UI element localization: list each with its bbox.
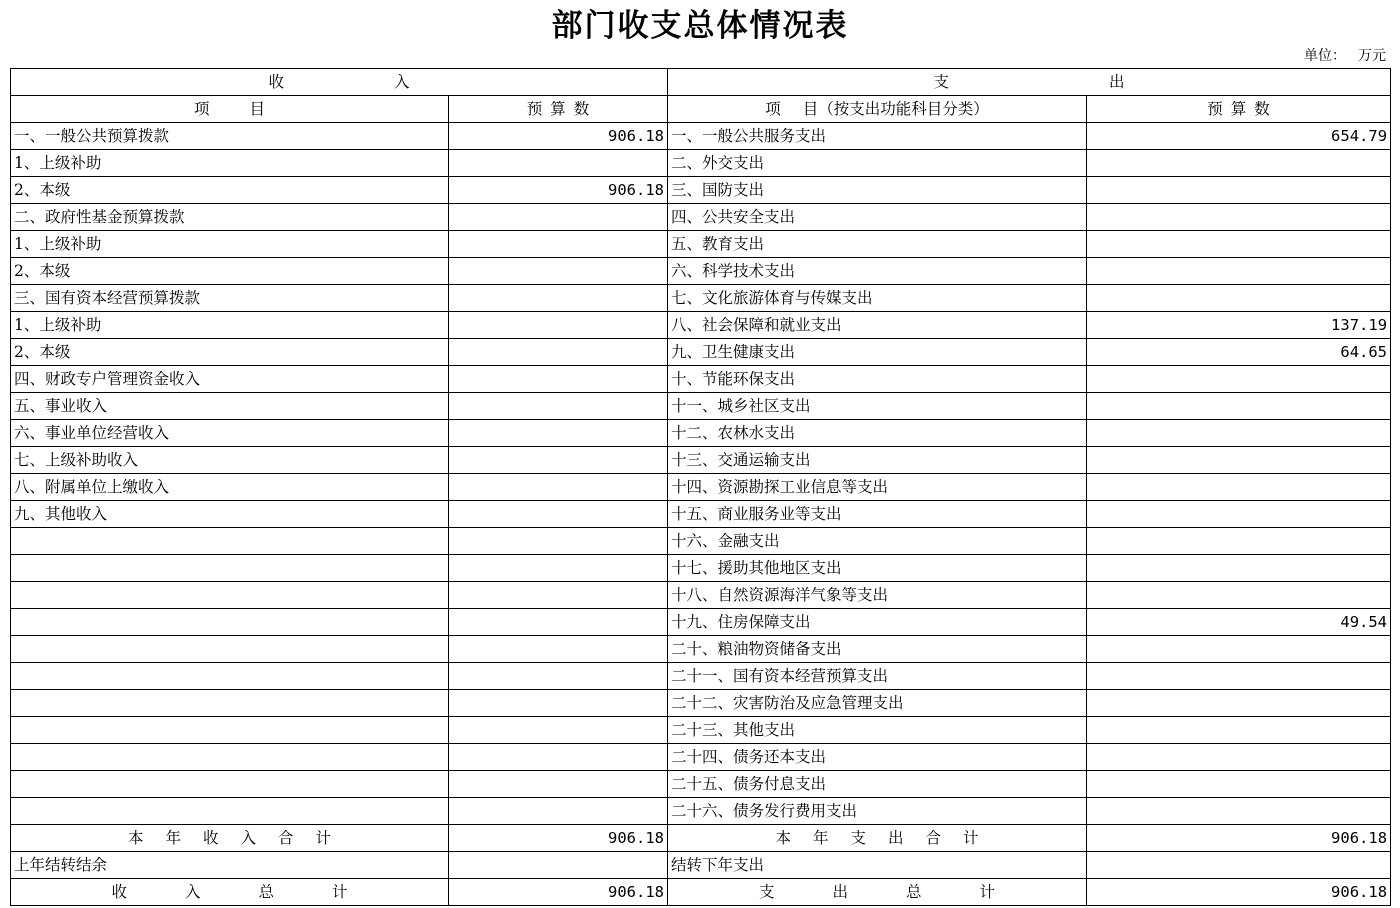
unit-label [1304,46,1386,66]
expense-value-cell [1087,501,1391,528]
expense-value-cell: 64.65 [1087,339,1391,366]
expense-item-cell: 十、节能环保支出 [668,366,1087,393]
table-row [11,501,1391,528]
expense-item-cell: 十九、住房保障支出 [668,609,1087,636]
expense-value-cell [1087,744,1391,771]
table-row [11,150,1391,177]
expense-value-cell [1087,393,1391,420]
income-value-cell [449,717,668,744]
income-value-cell [449,474,668,501]
income-item-cell: 五、事业收入 [11,393,449,420]
expense-value-cell [1087,798,1391,825]
income-item-cell [11,690,449,717]
header-income [11,69,668,96]
table-row [11,636,1391,663]
income-item-cell: 七、上级补助收入 [11,447,449,474]
income-item-cell: 二、政府性基金预算拨款 [11,204,449,231]
header-income-budget-text: 预算数 [526,100,598,118]
income-item-cell [11,771,449,798]
expense-item-cell: 二十一、国有资本经营预算支出 [668,663,1087,690]
expense-item-cell: 六、科学技术支出 [668,258,1087,285]
expense-value-cell: 49.54 [1087,609,1391,636]
expense-item-cell: 十三、交通运输支出 [668,447,1087,474]
table-row [11,744,1391,771]
expense-item-cell: 九、卫生健康支出 [668,339,1087,366]
expense-item-cell: 十一、城乡社区支出 [668,393,1087,420]
income-item-cell [11,798,449,825]
year-income-value: 906.18 [449,825,668,852]
income-item-cell: 1、上级补助 [11,231,449,258]
table-row [11,798,1391,825]
income-value-cell [449,231,668,258]
income-value-cell [449,609,668,636]
expense-value-cell [1087,555,1391,582]
income-item-cell [11,582,449,609]
table-row [11,339,1391,366]
expense-value-cell [1087,420,1391,447]
income-item-cell [11,528,449,555]
table-row [11,366,1391,393]
table-row [11,771,1391,798]
table-row [11,609,1391,636]
expense-value-cell: 654.79 [1087,123,1391,150]
income-item-cell: 八、附属单位上缴收入 [11,474,449,501]
budget-table [10,68,1391,906]
income-value-cell: 906.18 [449,177,668,204]
carry-row [11,852,1391,879]
header-expense [668,69,1391,96]
income-item-cell [11,717,449,744]
income-value-cell [449,501,668,528]
income-value-cell [449,420,668,447]
page-title: 部门收支总体情况表 [551,8,849,44]
table-row [11,528,1391,555]
expense-item-cell: 五、教育支出 [668,231,1087,258]
table-row [11,717,1391,744]
income-item-cell [11,744,449,771]
year-expense-value: 906.18 [1087,825,1391,852]
expense-item-cell: 二十六、债务发行费用支出 [668,798,1087,825]
year-income-label [11,825,449,852]
expense-value-cell [1087,177,1391,204]
header-expense-item [668,96,1087,123]
expense-value-cell [1087,258,1391,285]
income-item-cell: 三、国有资本经营预算拨款 [11,285,449,312]
table-row [11,177,1391,204]
income-value-cell [449,582,668,609]
table-row [11,555,1391,582]
header-expense-item-rest: 目（按支出功能科目分类） [802,100,989,118]
expense-value-cell [1087,447,1391,474]
income-value-cell [449,636,668,663]
income-item-cell: 2、本级 [11,177,449,204]
income-value-cell [449,744,668,771]
expense-item-cell: 三、国防支出 [668,177,1087,204]
expense-value-cell [1087,582,1391,609]
table-row [11,663,1391,690]
income-item-cell [11,663,449,690]
expense-value-cell [1087,366,1391,393]
expense-item-cell: 二十五、债务付息支出 [668,771,1087,798]
header-income-item-text: 项目 [193,100,305,118]
unit-label-text: 单位： [1304,48,1346,64]
expense-value-cell [1087,231,1391,258]
income-value-cell [449,339,668,366]
grand-income-label [11,879,449,906]
expense-item-cell: 二、外交支出 [668,150,1087,177]
grand-expense-value: 906.18 [1087,879,1391,906]
income-value-cell: 906.18 [449,123,668,150]
header-row-columns [11,96,1391,123]
carry-in-value [449,852,668,879]
expense-value-cell [1087,771,1391,798]
income-value-cell [449,204,668,231]
table-row [11,690,1391,717]
grand-total-row [11,879,1391,906]
expense-item-cell: 十八、自然资源海洋气象等支出 [668,582,1087,609]
table-row [11,285,1391,312]
income-item-cell [11,609,449,636]
header-income-text: 收入 [268,73,520,91]
expense-value-cell [1087,690,1391,717]
table-row [11,447,1391,474]
income-value-cell [449,663,668,690]
income-item-cell [11,636,449,663]
expense-value-cell [1087,717,1391,744]
income-value-cell [449,258,668,285]
year-expense-label-text: 本年支出合计 [775,829,1001,847]
header-row-group [11,69,1391,96]
expense-value-cell [1087,150,1391,177]
income-value-cell [449,285,668,312]
table-row [11,231,1391,258]
grand-income-label-text: 收入总计 [111,883,406,901]
income-item-cell: 2、本级 [11,339,449,366]
grand-expense-label-text: 支出总计 [759,883,1054,901]
income-item-cell: 1、上级补助 [11,150,449,177]
expense-item-cell: 二十、粮油物资储备支出 [668,636,1087,663]
header-expense-text: 支出 [933,73,1285,91]
income-value-cell [449,690,668,717]
expense-value-cell [1087,636,1391,663]
year-expense-label [668,825,1087,852]
income-value-cell [449,771,668,798]
income-value-cell [449,312,668,339]
table-row [11,204,1391,231]
total-row-year [11,825,1391,852]
income-item-cell: 1、上级补助 [11,312,449,339]
expense-item-cell: 十二、农林水支出 [668,420,1087,447]
grand-income-value: 906.18 [449,879,668,906]
income-value-cell [449,150,668,177]
expense-value-cell: 137.19 [1087,312,1391,339]
income-item-cell: 九、其他收入 [11,501,449,528]
carry-out-label: 结转下年支出 [668,852,1087,879]
expense-item-cell: 十四、资源勘探工业信息等支出 [668,474,1087,501]
income-item-cell [11,555,449,582]
table-row [11,582,1391,609]
table-row [11,474,1391,501]
expense-item-cell: 一、一般公共服务支出 [668,123,1087,150]
unit-value: 万元 [1358,48,1386,64]
header-expense-item-prefix: 项 [765,100,781,118]
expense-item-cell: 四、公共安全支出 [668,204,1087,231]
expense-item-cell: 七、文化旅游体育与传媒支出 [668,285,1087,312]
table-row [11,393,1391,420]
expense-item-cell: 十七、援助其他地区支出 [668,555,1087,582]
expense-value-cell [1087,204,1391,231]
income-value-cell [449,366,668,393]
income-item-cell: 2、本级 [11,258,449,285]
year-income-label-text: 本年收入合计 [127,829,353,847]
income-item-cell: 四、财政专户管理资金收入 [11,366,449,393]
income-value-cell [449,555,668,582]
table-row [11,420,1391,447]
expense-value-cell [1087,285,1391,312]
expense-item-cell: 二十二、灾害防治及应急管理支出 [668,690,1087,717]
expense-item-cell: 八、社会保障和就业支出 [668,312,1087,339]
expense-item-cell: 二十四、债务还本支出 [668,744,1087,771]
header-income-item [11,96,449,123]
expense-item-cell: 十六、金融支出 [668,528,1087,555]
table-row [11,312,1391,339]
income-value-cell [449,798,668,825]
carry-in-label: 上年结转结余 [11,852,449,879]
expense-value-cell [1087,474,1391,501]
income-item-cell: 六、事业单位经营收入 [11,420,449,447]
expense-value-cell [1087,663,1391,690]
income-value-cell [449,528,668,555]
grand-expense-label [668,879,1087,906]
table-row [11,123,1391,150]
header-expense-budget-text: 预算数 [1207,100,1278,118]
expense-item-cell: 二十三、其他支出 [668,717,1087,744]
table-row [11,258,1391,285]
income-value-cell [449,447,668,474]
header-income-budget [449,96,668,123]
header-expense-budget [1087,96,1391,123]
expense-value-cell [1087,528,1391,555]
expense-item-cell: 十五、商业服务业等支出 [668,501,1087,528]
income-value-cell [449,393,668,420]
carry-out-value [1087,852,1391,879]
income-item-cell: 一、一般公共预算拨款 [11,123,449,150]
